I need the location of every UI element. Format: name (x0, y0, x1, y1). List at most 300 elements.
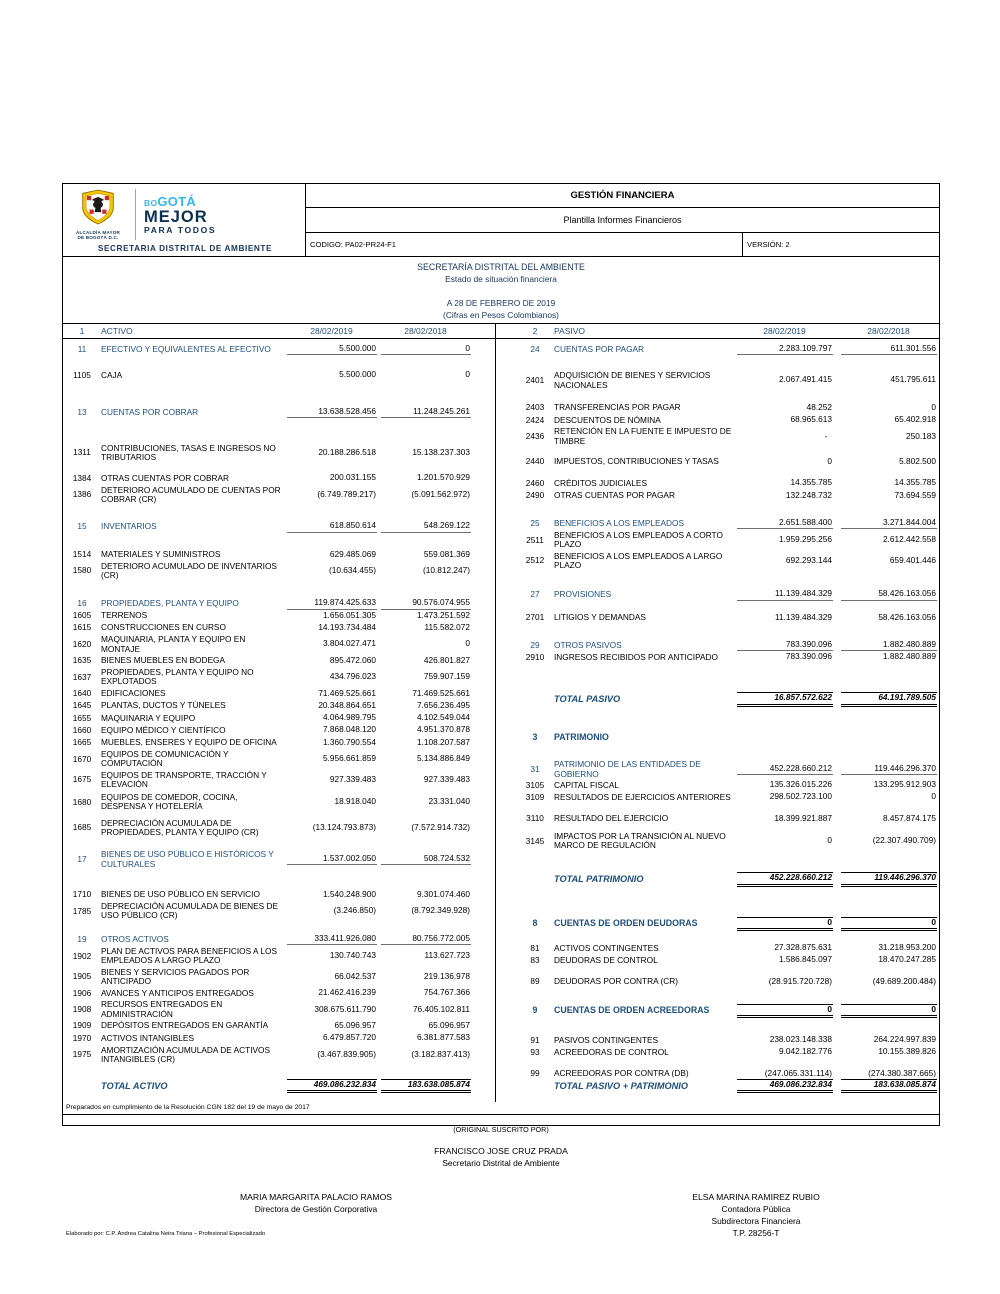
table-row (496, 1035, 939, 1045)
account-label: BIENES DE USO PÚBLICO EN SERVICIO (101, 889, 260, 900)
account-code: 1384 (72, 472, 92, 483)
value-2018: 65.096.957 (428, 1019, 470, 1030)
bogota-crest-icon (81, 189, 115, 225)
table-row (496, 531, 939, 550)
value-2019: 2.067.491.415 (778, 374, 832, 385)
value-2019: 1.656.051.305 (322, 609, 376, 620)
document-code: CODIGO: PA02-PR24-F1 (310, 240, 396, 249)
value-2018: 133.295.912.903 (873, 779, 936, 790)
table-row (63, 1046, 495, 1065)
account-label: BENEFICIOS A LOS EMPLEADOS (554, 517, 685, 528)
account-code: 2424 (525, 414, 545, 425)
account-code: 2401 (525, 374, 545, 385)
account-label: CONSTRUCCIONES EN CURSO (101, 622, 226, 633)
table-row (63, 850, 495, 869)
section-code: 2 (532, 326, 538, 336)
account-label: RECURSOS ENTREGADOS EN ADMINISTRACIÓN (101, 999, 223, 1019)
header-meta-row (306, 233, 939, 256)
table-row (63, 689, 495, 699)
brand-mejor: MEJOR (144, 207, 208, 226)
value-2018: 759.907.159 (423, 671, 470, 682)
bogota-crest (69, 189, 127, 241)
value-2019: 68.965.613 (790, 414, 832, 425)
table-row (63, 947, 495, 966)
column-date-2019: 28/02/2019 (310, 325, 353, 336)
table-row (496, 1079, 939, 1093)
value-2018: (49.689.200.484) (872, 975, 936, 986)
account-code: 1906 (72, 987, 92, 998)
value-2019: 9.042.182.776 (778, 1046, 832, 1057)
central-signature-block (63, 1125, 939, 1168)
value-2019: 333.411.926.080 (287, 934, 377, 945)
account-label: ACREEDORAS POR CONTRA (DB) (554, 1068, 689, 1079)
account-code: 1637 (72, 671, 92, 682)
account-code: 19 (77, 933, 87, 944)
header-subtitle: Plantilla Informes Financieros (306, 208, 939, 233)
brand-gota: GOTÁ (157, 193, 197, 209)
accountant-title-2: Subdirectora Financiera (711, 1216, 801, 1227)
value-2018: 4.951.370.878 (416, 724, 470, 735)
account-code: 2403 (525, 402, 545, 413)
value-2019: 452.228.660.212 (737, 764, 833, 775)
table-row (63, 701, 495, 711)
value-2019: 14.193.734.484 (318, 621, 376, 632)
section-title: PASIVO (554, 326, 586, 336)
table-row (496, 478, 939, 488)
column-date-2018: 28/02/2018 (867, 325, 910, 336)
director-name: MARIA MARGARITA PALACIO RAMOS (239, 1192, 392, 1203)
value-2019: 1.360.790.554 (322, 736, 376, 747)
table-row (496, 692, 939, 706)
value-2018: 71.469.525.661 (412, 687, 470, 698)
value-2018: 18.470.247.285 (878, 954, 936, 965)
account-label: EQUIPO MÉDICO Y CIENTÍFICO (101, 724, 226, 735)
account-code: 2490 (525, 490, 545, 501)
account-code: 1970 (72, 1032, 92, 1043)
account-code: 3145 (525, 835, 545, 846)
table-row (496, 652, 939, 662)
account-code: 11 (77, 344, 87, 354)
table-row (496, 1004, 939, 1018)
value-2018: 15.138.237.303 (412, 446, 470, 457)
account-code: 1785 (72, 905, 92, 916)
value-2018: 508.724.532 (381, 854, 471, 865)
value-2019: 21.462.416.239 (318, 987, 376, 998)
value-2019: 20.348.864.651 (318, 699, 376, 710)
value-2019: 71.469.525.661 (318, 687, 376, 698)
value-2018: 10.155.389.826 (878, 1046, 936, 1057)
prepared-note: Preparados en cumplimiento de la Resolución CGN 182 del 19 de mayo de 2017 (63, 1102, 939, 1115)
value-2018: 659.401.446 (889, 554, 936, 565)
value-2018: 250.183 (906, 430, 936, 441)
value-2019: 5.500.000 (287, 344, 377, 355)
value-2018: 31.218.953.200 (878, 942, 936, 952)
financial-statement-document (62, 183, 940, 1239)
logo-block (69, 187, 301, 242)
account-label: DEPRECIACIÓN ACUMULADA DE PROPIEDADES, PLANTA Y EQUIPO (CR) (101, 817, 259, 837)
value-2019: 27.328.875.631 (774, 942, 832, 952)
value-2018 (841, 737, 937, 738)
secretary-name: FRANCISCO JOSE CRUZ PRADA (434, 1146, 568, 1157)
value-2019: 1.586.845.097 (778, 954, 832, 965)
left-signature-block (151, 1192, 481, 1214)
value-2019: 7.868.048.120 (322, 724, 376, 735)
table-row (496, 955, 939, 965)
account-label: PROPIEDADES, PLANTA Y EQUIPO NO EXPLOTADOS (101, 667, 254, 687)
value-2019: 200.031.155 (329, 472, 376, 483)
value-2018: 76.405.102.811 (412, 1003, 470, 1014)
account-label: DEUDORAS POR CONTRA (CR) (554, 976, 678, 987)
account-code: 2512 (525, 555, 545, 566)
value-2018: 11.248.245.261 (381, 407, 471, 418)
account-label: DEUDORAS DE CONTROL (554, 954, 658, 965)
value-2019: 119.874.425.633 (287, 598, 377, 609)
value-2018: 0 (381, 344, 471, 355)
account-code: 1311 (73, 447, 91, 458)
table-row (63, 793, 495, 812)
account-code: 9 (532, 1005, 538, 1016)
table-row (63, 771, 495, 790)
account-code: 1660 (72, 724, 92, 735)
entity-name: SECRETARIA DISTRITAL DE AMBIENTE (97, 244, 273, 253)
value-2019: (28.915.720.728) (768, 975, 832, 986)
value-2019: 238.023.148.338 (769, 1034, 832, 1045)
table-row (496, 872, 939, 886)
account-code: 25 (530, 517, 540, 528)
section-title: ACTIVO (101, 326, 133, 336)
value-2018: 64.191.789.505 (841, 692, 937, 706)
table-row (63, 902, 495, 921)
value-2018: 80.756.772.005 (381, 934, 471, 945)
value-2019: 2.283.109.797 (737, 344, 833, 355)
account-label: RESULTADO DEL EJERCICIO (554, 813, 669, 824)
table-row (63, 550, 495, 560)
accountant-title-1: Contadora Pública (721, 1204, 791, 1215)
value-2018: 3.271.844.004 (841, 518, 937, 529)
value-2018: 0 (841, 917, 937, 931)
header-right (306, 184, 939, 256)
balance-sheet-table (63, 324, 939, 1102)
account-label: CONTRIBUCIONES, TASAS E INGRESOS NO TRIBUTARIOS (101, 442, 276, 463)
table-row (63, 370, 495, 380)
account-code: 3110 (526, 813, 544, 824)
table-row (496, 733, 939, 743)
table-row (496, 1047, 939, 1057)
account-label: TOTAL PASIVO + PATRIMONIO (554, 1080, 688, 1091)
account-label: MAQUINARIA, PLANTA Y EQUIPO EN MONTAJE (101, 634, 246, 654)
value-2019: 452.228.660.212 (737, 872, 833, 886)
value-2019: 16.857.572.622 (737, 692, 833, 706)
value-2018: 0 (841, 1004, 937, 1018)
value-2018: (5.091.562.972) (411, 488, 470, 499)
value-2019: 308.675.611.790 (314, 1003, 376, 1014)
value-2018: 8.457.874.175 (882, 812, 936, 823)
account-code: 91 (530, 1034, 540, 1045)
brand-para-todos: PARA TODOS (144, 225, 217, 236)
account-label: PATRIMONIO (554, 731, 609, 742)
account-label: MUEBLES, ENSERES Y EQUIPO DE OFICINA (101, 737, 277, 748)
value-2018: 1.473.251.592 (416, 609, 470, 620)
table-row (496, 917, 939, 931)
account-label: BENEFICIOS A LOS EMPLEADOS A LARGO PLAZO (554, 550, 723, 570)
table-row (63, 1000, 495, 1019)
value-2019: 6.479.857.720 (322, 1032, 376, 1043)
value-2018: 14.355.785 (894, 477, 936, 488)
logo-cell (63, 184, 306, 256)
value-2018: 113.627.723 (424, 950, 470, 961)
value-2018: 0 (465, 369, 470, 380)
account-code: 24 (530, 344, 540, 354)
table-row (63, 819, 495, 838)
account-code: 81 (530, 942, 540, 953)
value-2018: 0 (931, 791, 936, 802)
table-row (63, 1079, 495, 1093)
account-code: 1685 (72, 822, 92, 833)
table-row (63, 750, 495, 769)
table-row (63, 968, 495, 987)
signatures-footer (63, 1115, 939, 1243)
table-row (63, 473, 495, 483)
account-label: AMORTIZACIÓN ACUMULADA DE ACTIVOS INTANGIBLES (CR) (101, 1044, 271, 1064)
table-row (63, 1033, 495, 1043)
account-label: TOTAL PATRIMONIO (554, 874, 644, 885)
table-row (496, 457, 939, 467)
value-2018: 183.638.085.874 (381, 1079, 471, 1093)
account-code: 1635 (72, 655, 92, 666)
value-2018: 1.882.480.889 (882, 651, 936, 662)
value-2019: 135.326.015.226 (769, 779, 832, 790)
account-label: OTRAS CUENTAS POR COBRAR (101, 472, 230, 483)
table-row (496, 344, 939, 355)
account-code: 1670 (72, 753, 92, 764)
value-2018: 0 (465, 638, 470, 649)
table-row (496, 403, 939, 413)
account-code: 8 (532, 917, 538, 928)
account-label: RESULTADOS DE EJERCICIOS ANTERIORES (554, 791, 731, 802)
value-2019: 1.540.248.900 (322, 888, 376, 899)
account-label: EQUIPOS DE COMUNICACIÓN Y COMPUTACIÓN (101, 749, 229, 769)
account-code: 3 (532, 731, 538, 742)
value-2019: - (824, 430, 832, 441)
logo-divider (135, 189, 136, 240)
value-2019: 298.502.723.100 (769, 791, 832, 802)
table-row (63, 611, 495, 621)
table-row (496, 780, 939, 790)
account-label: CAPITAL FISCAL (554, 779, 620, 790)
table-row (496, 792, 939, 802)
account-label: INGRESOS RECIBIDOS POR ANTICIPADO (554, 651, 718, 662)
value-2019: 130.740.743 (329, 950, 376, 961)
table-row (63, 635, 495, 654)
table-row (63, 444, 495, 463)
value-2018: (10.812.247) (422, 564, 470, 575)
table-row (496, 589, 939, 600)
value-2019: 783.390.096 (737, 640, 833, 651)
table-row (496, 415, 939, 425)
value-2019: 0 (827, 455, 832, 466)
account-code: 3105 (525, 779, 545, 790)
account-code: 15 (77, 521, 87, 532)
table-row (63, 668, 495, 687)
value-2019: (247.065.331.114) (764, 1067, 832, 1078)
account-code: 27 (530, 589, 540, 600)
account-code: 1655 (72, 712, 92, 723)
account-code: 1710 (72, 889, 92, 900)
table-row (496, 814, 939, 824)
value-2019: 0 (737, 917, 833, 931)
account-code: 31 (530, 764, 540, 775)
accountant-tp-number: T.P. 28256-T (732, 1228, 780, 1239)
value-2019 (737, 737, 833, 738)
table-row (63, 988, 495, 998)
table-row (496, 943, 939, 953)
value-2019: 18.399.921.887 (774, 812, 832, 823)
value-2019: (6.749.789.217) (317, 488, 376, 499)
account-label: DEPRECIACIÓN ACUMULADA DE BIENES DE USO PÚBLICO (CR) (101, 901, 279, 921)
account-code: 3109 (525, 791, 545, 802)
value-2018: 611.301.556 (841, 344, 937, 355)
value-2018: 58.426.163.056 (878, 611, 936, 622)
value-2018: 1.108.207.587 (416, 736, 470, 747)
table-row (63, 738, 495, 748)
account-code: 1665 (72, 737, 92, 748)
table-row (496, 832, 939, 851)
brand-bo: BO (144, 197, 158, 208)
statement-name: Estado de situación financiera (445, 274, 557, 284)
value-2019: 927.339.483 (329, 773, 376, 784)
table-row (496, 760, 939, 779)
account-label: RETENCIÓN EN LA FUENTE E IMPUESTO DE TIMBRE (554, 426, 732, 446)
account-label: OTROS PASIVOS (554, 639, 622, 650)
account-code: 1615 (72, 622, 92, 633)
account-label: EDIFICACIONES (101, 688, 166, 699)
account-code: 1645 (72, 700, 92, 711)
elaborado-por-note: Elaborado por: C.P. Andrea Catalina Neira Triana – Profesional Especializado (66, 1231, 266, 1238)
account-label: PASIVOS CONTINGENTES (554, 1034, 659, 1045)
table-row (63, 934, 495, 945)
table-row (63, 598, 495, 609)
statement-entity: SECRETARÍA DISTRITAL DEL AMBIENTE (417, 262, 585, 272)
crest-caption: ALCALDÍA MAYOR DE BOGOTÁ D.C. (75, 229, 121, 240)
table-row (63, 623, 495, 633)
account-label: DESCUENTOS DE NÓMINA (554, 414, 661, 425)
account-code: 2436 (525, 431, 545, 442)
value-2019: 1.959.295.256 (778, 534, 832, 545)
value-2018: 559.081.369 (423, 548, 470, 559)
value-2018: 7.656.236.495 (416, 699, 470, 710)
value-2018: 90.576.074.955 (381, 598, 471, 609)
account-code: 1105 (73, 369, 91, 380)
account-label: AVANCES Y ANTICIPOS ENTREGADOS (101, 987, 254, 998)
account-label: CRÉDITOS JUDICIALES (554, 477, 647, 488)
value-2018: 264.224.997.839 (873, 1034, 936, 1045)
value-2019: 5.956.661.859 (322, 753, 376, 764)
account-code: 2460 (525, 477, 545, 488)
column-date-2019: 28/02/2019 (763, 325, 806, 336)
value-2018: (8.792.349.928) (411, 905, 470, 916)
value-2019: 14.355.785 (790, 477, 832, 488)
value-2018: 1.201.570.929 (416, 472, 470, 483)
account-label: BIENES Y SERVICIOS PAGADOS POR ANTICIPADO (101, 966, 250, 986)
account-label: BIENES DE USO PÚBLICO E HISTÓRICOS Y CULTURALES (101, 849, 274, 869)
account-code: 1514 (72, 549, 92, 560)
account-label: EQUIPOS DE TRANSPORTE, TRACCIÓN Y ELEVACIÓN (101, 769, 267, 789)
value-2019: 3.804.027.471 (322, 638, 376, 649)
account-code: 2910 (525, 651, 545, 662)
table-row (63, 656, 495, 666)
table-row (63, 407, 495, 418)
account-label: PATRIMONIO DE LAS ENTIDADES DE GOBIERNO (554, 759, 701, 779)
account-label: TOTAL PASIVO (554, 694, 621, 705)
value-2019: (13.124.793.873) (312, 821, 376, 832)
account-label: ACREEDORAS DE CONTROL (554, 1046, 669, 1057)
statement-date: A 28 DE FEBRERO DE 2019 (446, 298, 556, 308)
value-2018: 23.331.040 (428, 796, 470, 807)
value-2019: (3.467.839.905) (317, 1048, 376, 1059)
account-code: 2701 (525, 612, 545, 622)
account-label: CUENTAS DE ORDEN DEUDORAS (554, 917, 698, 928)
account-code: 1905 (72, 971, 92, 982)
value-2019: 692.293.144 (785, 554, 832, 565)
value-2018: 5.134.886.849 (416, 753, 470, 764)
value-2019: 65.096.957 (334, 1019, 376, 1030)
account-code: 1640 (72, 688, 92, 699)
table-row (496, 1069, 939, 1079)
value-2018: 73.694.559 (894, 489, 936, 500)
value-2019: (3.246.850) (333, 905, 376, 916)
value-2018: 548.269.122 (381, 521, 471, 532)
account-label: MATERIALES Y SUMINISTROS (101, 549, 221, 560)
value-2018: 6.381.877.583 (416, 1032, 470, 1043)
bogota-mejor-wordmark (144, 194, 216, 235)
document-version: VERSIÓN: 2 (742, 233, 939, 256)
account-label: PROPIEDADES, PLANTA Y EQUIPO (101, 598, 239, 609)
account-label: BENEFICIOS A LOS EMPLEADOS A CORTO PLAZO (554, 530, 723, 550)
value-2019: 469.086.232.834 (737, 1079, 833, 1093)
value-2019: 469.086.232.834 (287, 1079, 377, 1093)
account-label: ACTIVOS INTANGIBLES (101, 1032, 194, 1043)
value-2019: 895.472.060 (329, 654, 376, 665)
account-code: 2511 (526, 534, 544, 545)
table-row (496, 491, 939, 501)
value-2018: 426.801.827 (423, 654, 470, 665)
value-2019: 629.485.069 (329, 548, 376, 559)
account-code: 1975 (72, 1049, 92, 1060)
account-code: 13 (77, 406, 87, 417)
document-header (63, 184, 939, 257)
table-row (63, 344, 495, 355)
account-code: 83 (530, 954, 540, 965)
value-2018: 9.301.074.460 (416, 888, 470, 899)
accountant-name: ELSA MARINA RAMIREZ RUBIO (692, 1192, 820, 1203)
account-label: DETERIORO ACUMULADO DE CUENTAS POR COBRAR (CR) (101, 484, 281, 504)
account-code: 1909 (72, 1020, 92, 1031)
account-code: 1386 (72, 489, 92, 500)
statement-currency-note: (Cifras en Pesos Colombianos) (443, 310, 559, 320)
account-label: EFECTIVO Y EQUIVALENTES AL EFECTIVO (101, 344, 271, 354)
account-label: OTROS ACTIVOS (101, 933, 169, 944)
account-code: 1902 (72, 950, 92, 961)
account-label: TRANSFERENCIAS POR PAGAR (554, 402, 681, 413)
account-code: 16 (77, 598, 87, 609)
director-title: Directora de Gestión Corporativa (254, 1204, 378, 1215)
account-code: 17 (77, 853, 87, 864)
account-code: 99 (530, 1068, 540, 1079)
value-2018: 927.339.483 (423, 773, 470, 784)
table-row (496, 371, 939, 390)
account-label: IMPACTOS POR LA TRANSICIÓN AL NUEVO MARCO DE REGULACIÓN (554, 830, 726, 851)
account-label: DEPÓSITOS ENTREGADOS EN GARANTÍA (101, 1020, 269, 1031)
